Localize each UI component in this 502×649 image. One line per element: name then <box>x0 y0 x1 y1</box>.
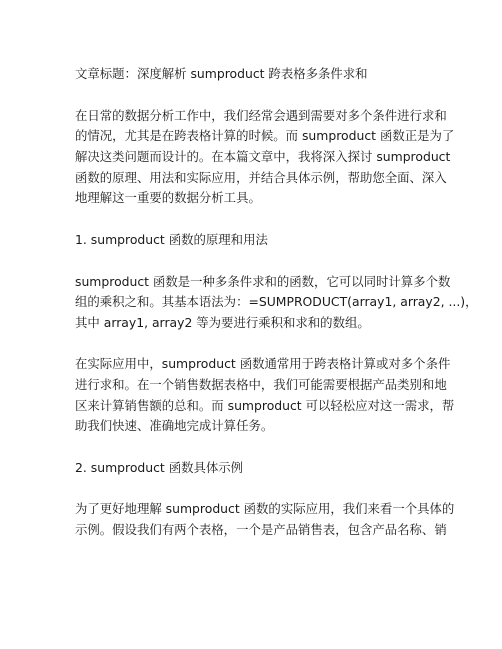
paragraph-3-line-1: 在实际应用中，sumproduct 函数通常用于跨表格计算或对多个条件 <box>75 356 451 371</box>
paragraph-2-line-1: sumproduct 函数是一种多条件求和的函数，它可以同时计算多个数 <box>75 274 451 289</box>
paragraph-3-line-2: 进行求和。在一个销售数据表格中，我们可能需要根据产品类别和地 <box>75 377 447 392</box>
paragraph-4-line-1: 为了更好地理解 sumproduct 函数的实际应用，我们来看一个具体的 <box>75 501 455 516</box>
paragraph-3-line-4: 助我们快速、准确地完成计算任务。 <box>75 418 274 433</box>
paragraph-1-line-2: 的情况，尤其是在跨表格计算的时候。而 sumproduct 函数正是为了 <box>75 128 455 143</box>
section-heading-1: 1. sumproduct 函数的原理和用法 <box>75 232 268 247</box>
paragraph-1-line-3: 解决这类问题而设计的。在本篇文章中，我将深入探讨 sumproduct <box>75 149 451 164</box>
paragraph-1-line-4: 函数的原理、用法和实际应用，并结合具体示例，帮助您全面、深入 <box>75 170 447 185</box>
paragraph-1-line-5: 地理解这一重要的数据分析工具。 <box>75 190 261 205</box>
section-heading-2: 2. sumproduct 函数具体示例 <box>75 460 244 475</box>
paragraph-1-line-1: 在日常的数据分析工作中，我们经常会遇到需要对多个条件进行求和 <box>75 108 447 123</box>
paragraph-2-line-3: 其中 array1, array2 等为要进行乘积和求和的数组。 <box>75 315 370 330</box>
paragraph-2-line-2: 组的乘积之和。其基本语法为：=SUMPRODUCT(array1, array2, ...)， <box>75 294 478 309</box>
paragraph-4-line-2: 示例。假设我们有两个表格，一个是产品销售表，包含产品名称、销 <box>75 522 447 537</box>
document-title: 文章标题：深度解析 sumproduct 跨表格多条件求和 <box>75 66 368 81</box>
paragraph-3-line-3: 区来计算销售额的总和。而 sumproduct 可以轻松应对这一需求，帮 <box>75 398 455 413</box>
